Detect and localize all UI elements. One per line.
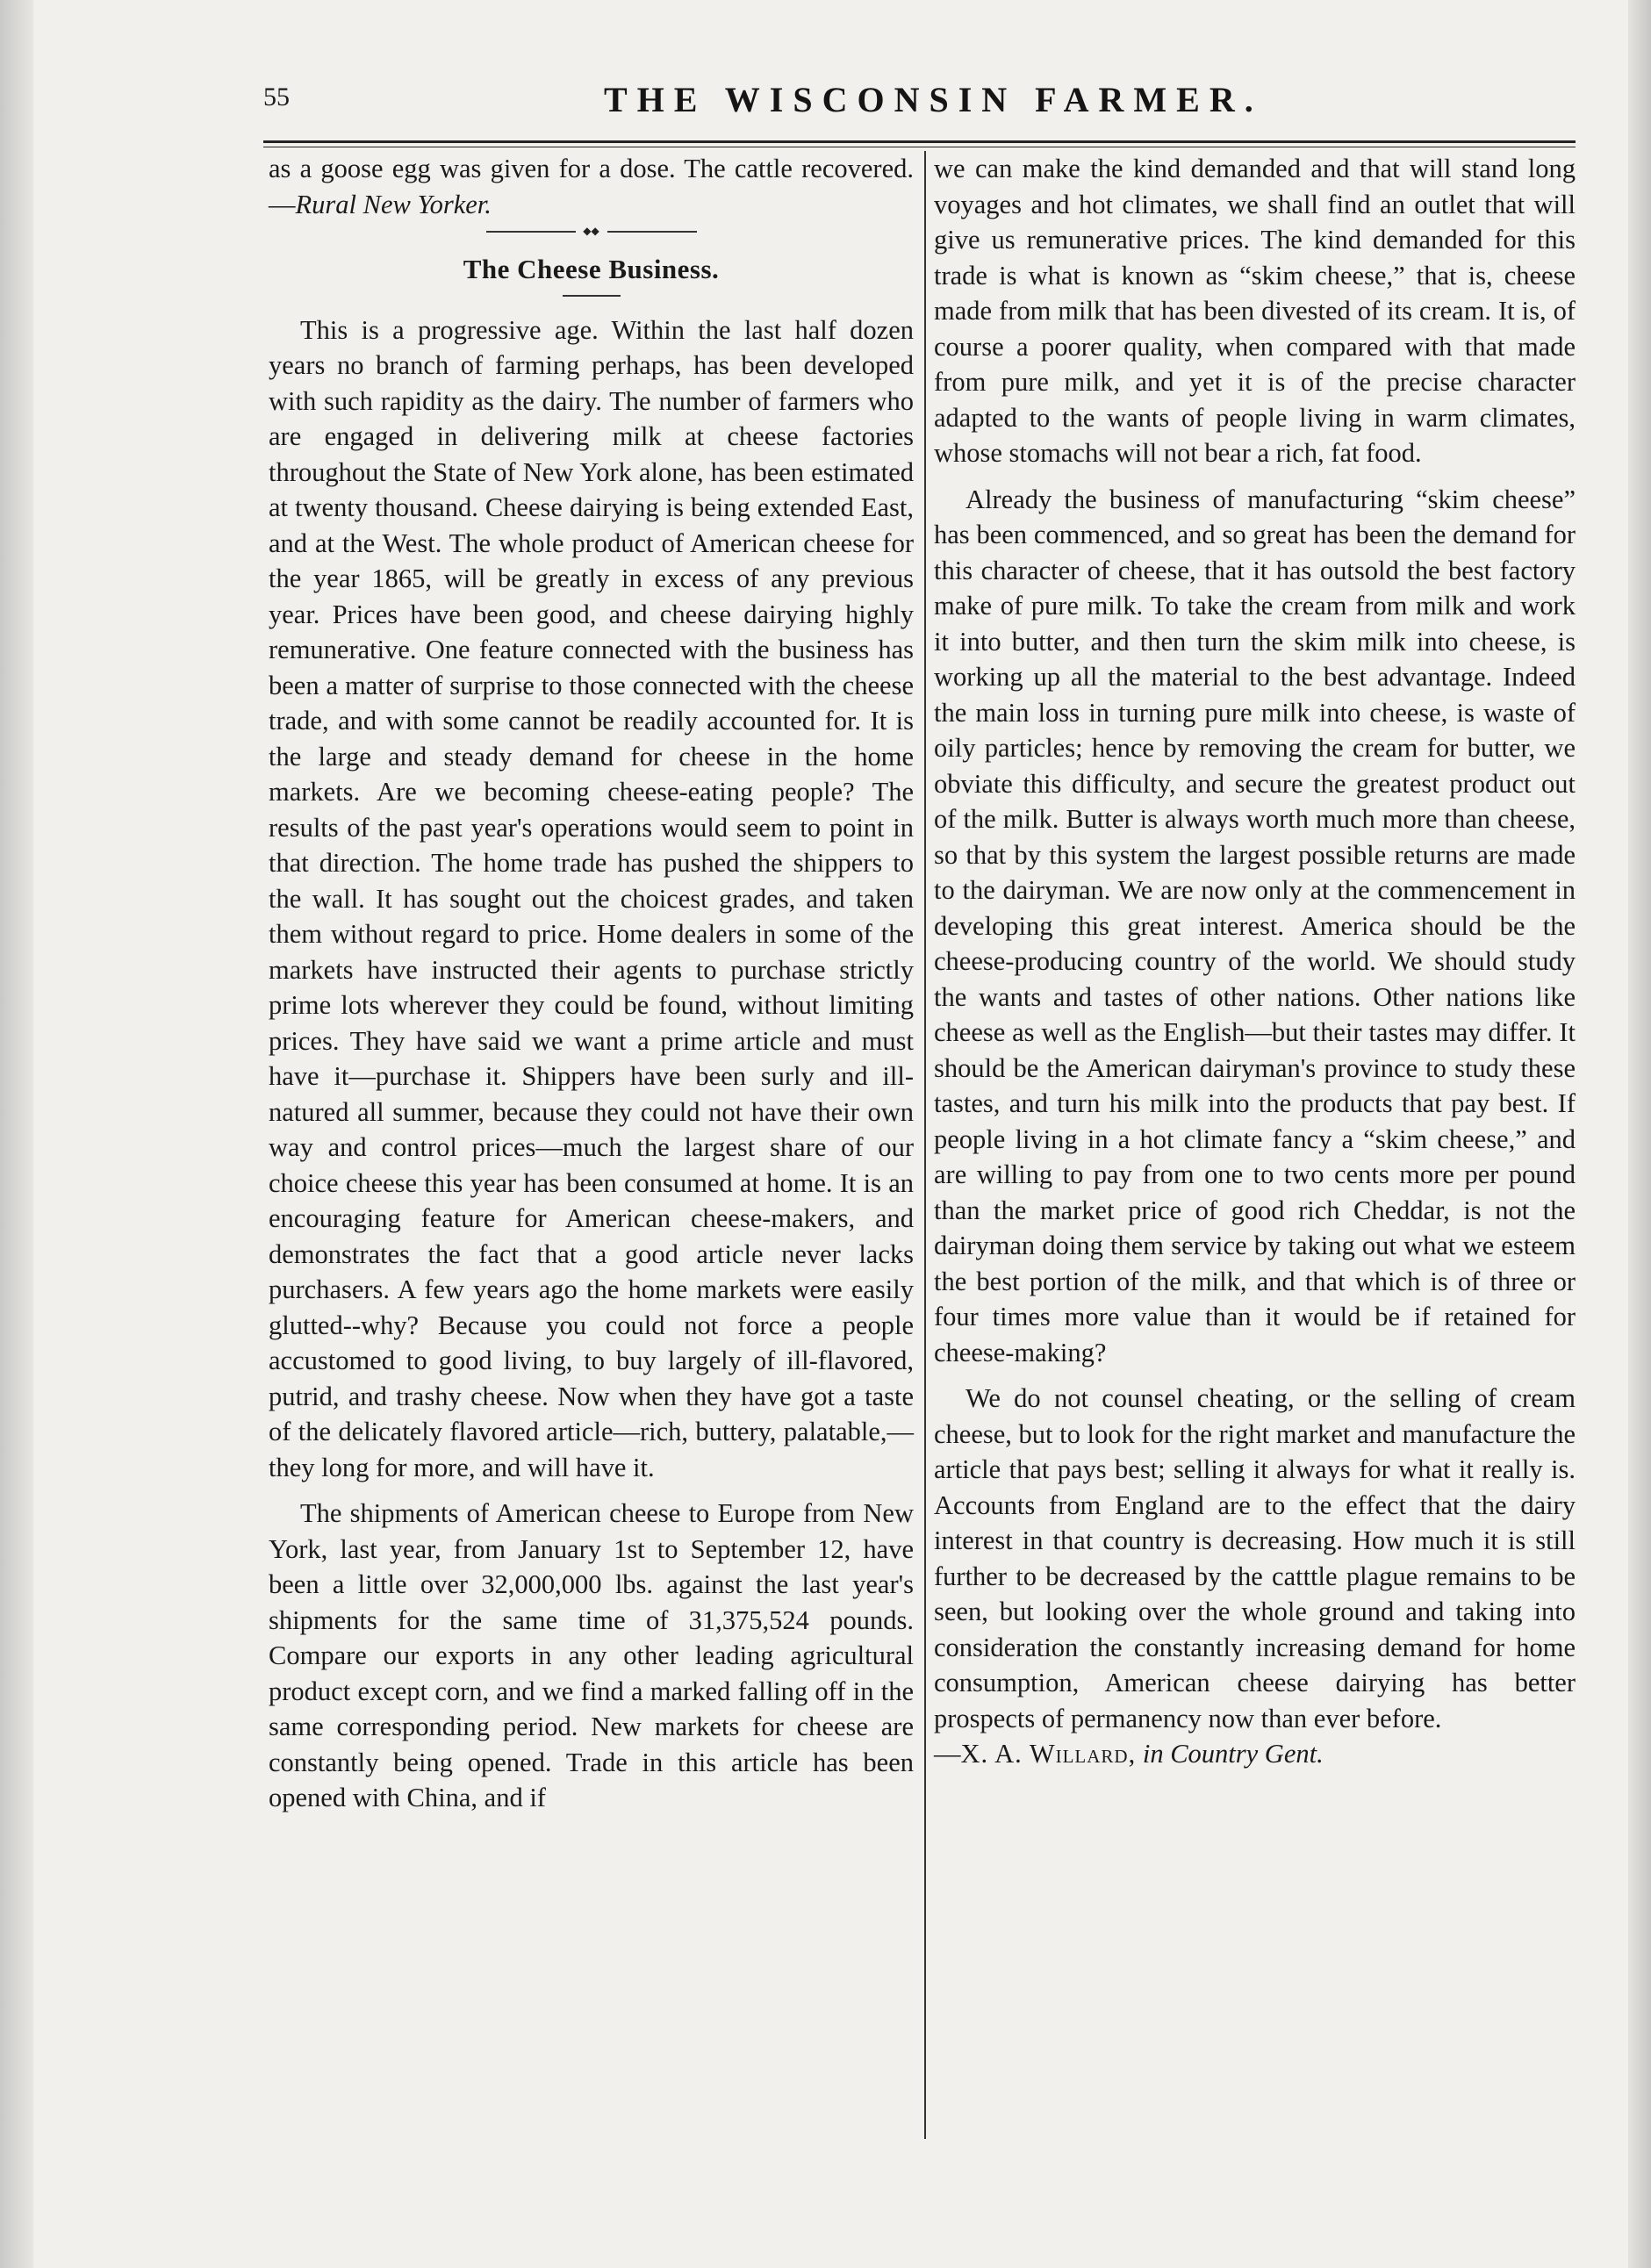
- previous-article-source: Rural New Yorker.: [295, 189, 492, 219]
- separator-ornament: ◆◆: [576, 225, 607, 237]
- signature-author: X. A. Willard,: [960, 1739, 1137, 1769]
- title-rule: [563, 295, 621, 297]
- right-column: [934, 151, 1576, 1772]
- running-title: THE WISCONSIN FARMER.: [604, 80, 1263, 119]
- signature-dash: —: [934, 1739, 961, 1769]
- previous-article-ending: [269, 151, 914, 222]
- binding-edge: [0, 0, 33, 2268]
- article-paragraph: The shipments of American cheese to Europe from New York, last year, from January 1st to September 12, have been a little over 32,000,000 lbs. against the last year's shipments for the same time of 31,375,524 pounds. Compare our exports in any other leading agricultural product except corn, and we find a marked falling off in the same corresponding period. New markets for cheese are constantly being opened. Trade in this article has been opened with China, and if: [269, 1498, 914, 1812]
- article-paragraph: We do not counsel cheating, or the selling of cream cheese, but to look for the right market and manufacture the article that pays best; selling it always for what it really is. Accounts from England are to the effect that the dairy interest in that country is decreasing. How much it is still further to be decreased by the catttle plague remains to be seen, but looking over the whole ground and taking into consideration the constantly increasing demand for home consumption, American cheese dairying has better prospects of permanency now than ever before.: [934, 1383, 1576, 1733]
- signature-source: in Country Gent.: [1142, 1739, 1324, 1769]
- header-rule: [263, 140, 1576, 147]
- page-number: 55: [263, 83, 290, 111]
- section-separator: [486, 225, 697, 237]
- page-header: [263, 79, 1580, 123]
- article-title: The Cheese Business.: [463, 254, 720, 284]
- article-signature: [934, 1736, 1576, 1772]
- previous-article-text: as a goose egg was given for a dose. The cattle recovered.—: [269, 154, 914, 219]
- left-column: [269, 151, 914, 1816]
- article-paragraph: we can make the kind demanded and that will stand long voyages and hot climates, we shall find an outlet that will give us remunerative prices. The kind demanded for this trade is what is known as “skim cheese,” that is, cheese made from milk that has been divested of its cream. It is, of course a poorer quality, when compared with that made from pure milk, and yet it is of the precise character adapted to the wants of people living in warm climates, whose stomachs will not bear a rich, fat food.: [934, 154, 1576, 468]
- article-paragraph: This is a progressive age. Within the last half dozen years no branch of farming perhaps, has been developed with such rapidity as the dairy. The number of farmers who are engaged in delivering milk at cheese factories throughout the State of New York alone, has been estimated at twenty thousand. Cheese dairying is being extended East, and at the West. The whole product of American cheese for the year 1865, will be greatly in excess of any previous year. Prices have been good, and cheese dairying highly remunerative. One feature connected with the business has been a matter of surprise to those connected with the cheese trade, and with some cannot be readily accounted for. It is the large and steady demand for cheese in the home markets. Are we becoming cheese-eating people? The results of the past year's operations would seem to point in that direction. The home trade has pushed the shippers to the wall. It has sought out the choicest grades, and taken them without regard to price. Home dealers in some of the markets have instructed their agents to purchase strictly prime lots wherever they could be found, without limiting prices. They have said we want a prime article and must have it—purchase it. Shippers have been surly and ill-natured all summer, because they could not have their own way and control prices—much the largest share of our choice cheese this year has been consumed at home. It is an encouraging feature for American cheese-makers, and demonstrates the fact that a good article never lacks purchasers. A few years ago the home markets were easily glutted--why? Because you could not force a people accustomed to good living, to buy largely of ill-flavored, putrid, and trashy cheese. Now when they have got a taste of the delicately flavored article—rich, buttery, palatable,—they long for more, and will have it.: [269, 314, 914, 1482]
- page-edge-shadow: [1628, 0, 1651, 2268]
- column-divider: [924, 151, 926, 2139]
- article-paragraph: Already the business of manufacturing “skim cheese” has been commenced, and so great has been the demand for this character of cheese, that it has outsold the best factory make of pure milk. To take the cream from milk and work it into butter, and then turn the skim milk into cheese, is working up all the material to the best advantage. Indeed the main loss in turning pure milk into cheese, is waste of oily particles; hence by removing the cream for butter, we obviate this difficulty, and secure the greatest product out of the milk. Butter is always worth much more than cheese, so that by this system the largest possible returns are made to the dairyman. We are now only at the commencement in developing this great interest. America should be the cheese-producing country of the world. We should study the wants and tastes of other nations. Other nations like cheese as well as the English—but their tastes may differ. It should be the American dairyman's province to study these tastes, and turn his milk into the products that pay best. If people living in a hot climate fancy a “skim cheese,” and are willing to pay from one to two cents more per pound than the market price of good rich Cheddar, is not the dairyman doing them service by taking out what we esteem the best portion of the milk, and that which is of three or four times more value than it would be if retained for cheese-making?: [934, 484, 1576, 1367]
